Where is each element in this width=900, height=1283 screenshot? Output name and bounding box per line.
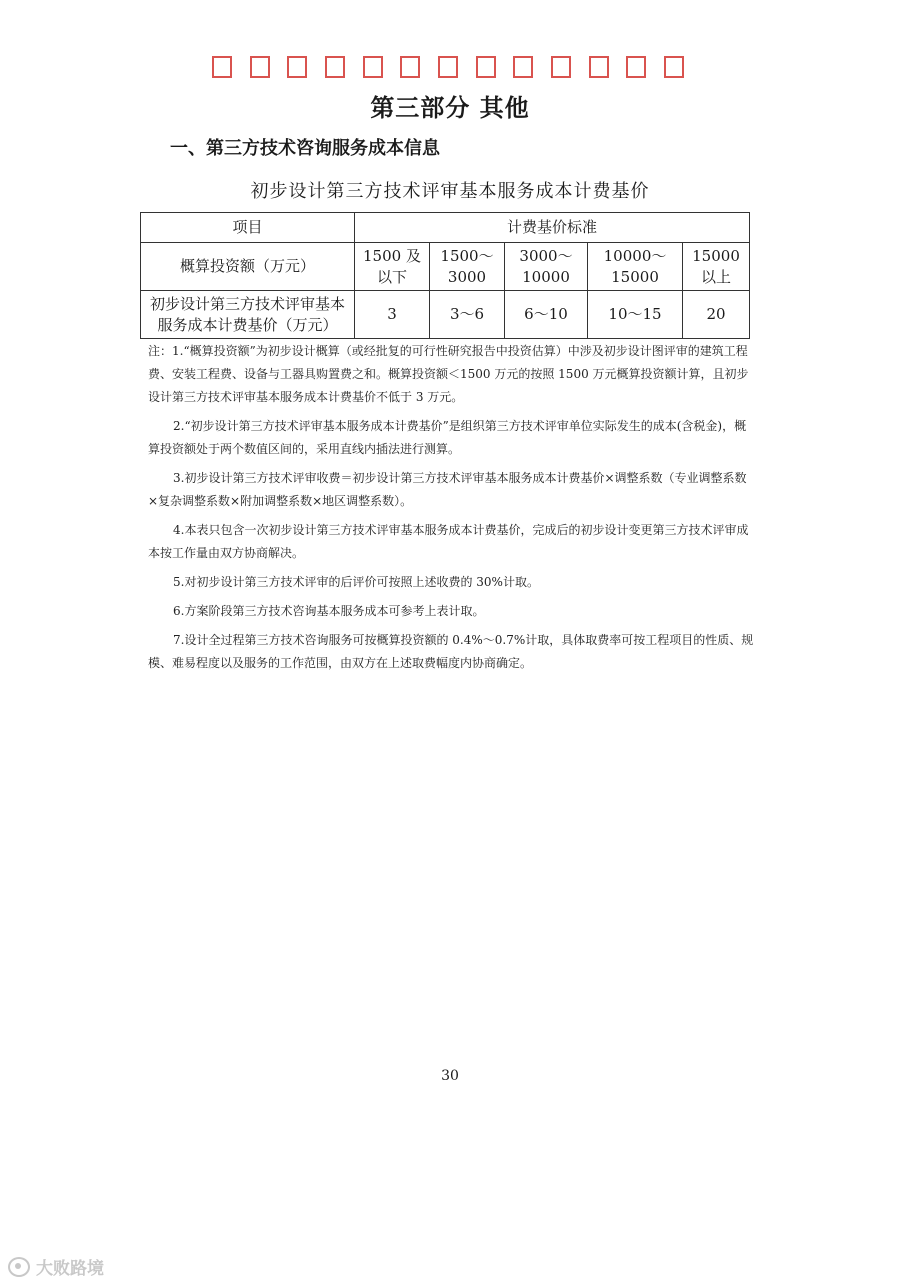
watermark	[8, 1254, 104, 1279]
table-cell: 15000 以上	[683, 243, 750, 291]
table-cell: 3	[355, 291, 430, 339]
red-box	[589, 56, 609, 78]
table-cell: 3～6	[430, 291, 505, 339]
section-title: 一、第三方技术咨询服务成本信息	[170, 138, 440, 159]
header-item-cell: 项目	[141, 213, 355, 243]
part-title: 第三部分 其他	[370, 94, 530, 122]
table-cell: 6～10	[505, 291, 588, 339]
red-box	[438, 56, 458, 78]
table-row	[141, 291, 750, 339]
table-cell: 10～15	[588, 291, 683, 339]
red-box	[287, 56, 307, 78]
note-item: 4.本表只包含一次初步设计第三方技术评审基本服务成本计费基价，完成后的初步设计变更第三方技术评审成本按工作量由双方协商解决。	[148, 523, 749, 560]
red-header-boxes	[212, 52, 684, 82]
table-cell: 3000～10000	[505, 243, 588, 291]
red-box	[325, 56, 345, 78]
red-box	[250, 56, 270, 78]
watermark-text: 大败路境	[36, 1259, 104, 1279]
fee-table	[140, 212, 750, 339]
table-header-row	[141, 213, 750, 243]
note-item: 2.“初步设计第三方技术评审基本服务成本计费基价”是组织第三方技术评审单位实际发生的成本(含税金)，概算投资额处于两个数值区间的，采用直线内插法进行测算。	[148, 419, 747, 456]
table-row	[141, 243, 750, 291]
table-caption: 初步设计第三方技术评审基本服务成本计费基价	[250, 181, 650, 202]
table-cell: 1500 及以下	[355, 243, 430, 291]
red-box	[513, 56, 533, 78]
red-box	[626, 56, 646, 78]
note-item: 3.初步设计第三方技术评审收费＝初步设计第三方技术评审基本服务成本计费基价×调整系数（专业调整系数×复杂调整系数×附加调整系数×地区调整系数）。	[148, 471, 747, 508]
note-item: 5.对初步设计第三方技术评审的后评价可按照上述收费的 30%计取。	[173, 575, 539, 589]
red-box	[664, 56, 684, 78]
note-item: 7.设计全过程第三方技术咨询服务可按概算投资额的 0.4%～0.7%计取，具体取费率可按工程项目的性质、规模、难易程度以及服务的工作范围，由双方在上述取费幅度内协商确定。	[148, 633, 754, 670]
red-box	[476, 56, 496, 78]
table-cell: 20	[683, 291, 750, 339]
table-cell: 10000～15000	[588, 243, 683, 291]
row-label-cell: 初步设计第三方技术评审基本服务成本计费基价（万元）	[141, 291, 355, 339]
notes-section	[148, 340, 754, 681]
table-cell: 1500～3000	[430, 243, 505, 291]
note-item: 注：1.“概算投资额”为初步设计概算（或经批复的可行性研究报告中投资估算）中涉及初步设计图评审的建筑工程费、安装工程费、设备与工器具购置费之和。概算投资额＜1500 万元的按照 1500 万元概算投资额计算，且初步设计第三方技术评审基本服务成本计费基价不低于 3 万元。	[148, 344, 749, 404]
note-item: 6.方案阶段第三方技术咨询基本服务成本可参考上表计取。	[173, 604, 485, 618]
red-box	[551, 56, 571, 78]
row-label-cell: 概算投资额（万元）	[141, 243, 355, 291]
camera-logo-icon	[8, 1257, 30, 1277]
page-number: 30	[441, 1068, 459, 1084]
header-standard-cell: 计费基价标准	[355, 213, 750, 243]
red-box	[363, 56, 383, 78]
red-box	[212, 56, 232, 78]
red-box	[400, 56, 420, 78]
